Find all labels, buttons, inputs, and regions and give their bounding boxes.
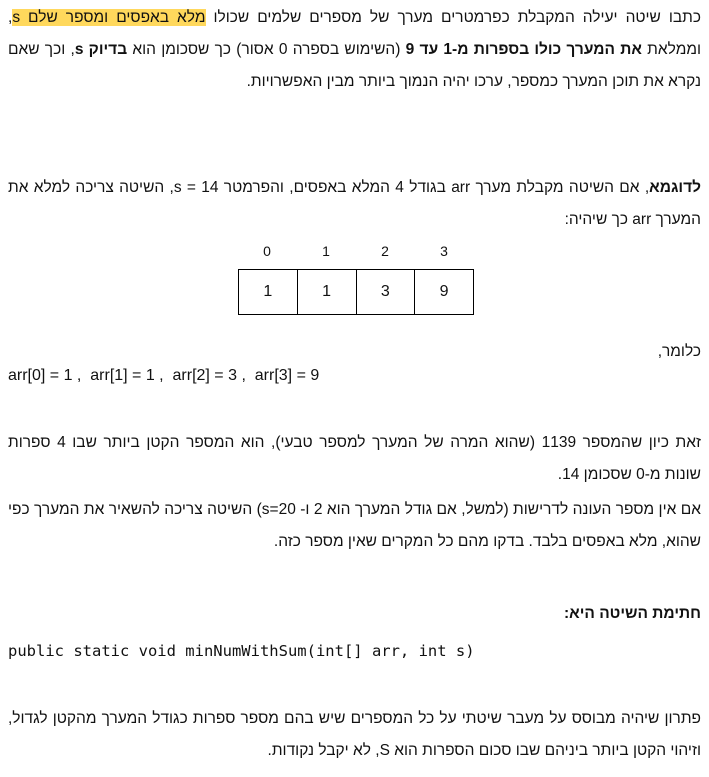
intro-paragraph: כתבו שיטה יעילה המקבלת כפרמטרים מערך של מספרים שלמים שכולו מלא באפסים ומספר שלם s, וממלאת את המערך כולו בספרות מ-1 עד 9 (השימוש בספרה 0 אסור) כך שסכומן הוא בדיוק s, וכך שאם נקרא את תוכן המערך כמספר, ערכו יהיה הנמוך ביותר מבין האפשרויות. [8, 9, 702, 90]
example-paragraph: לדוגמא, אם השיטה מקבלת מערך arr בגודל 4 המלא באפסים, והפרמטר s = 14, השיטה צריכה למלא את המערך arr כך שיהיה: [8, 179, 701, 228]
array-index: 0 [263, 243, 271, 259]
bold-phrase: את המערך כולו בספרות מ-1 עד 9 [405, 41, 642, 58]
array-cell: 1 [297, 270, 356, 314]
explanation-paragraph: זאת כיון שהמספר 1139 (שהוא המרה של המערך למספר טבעי), הוא המספר הקטן ביותר שבו 4 ספרות שונות מ-0 שסכומן 14. [8, 434, 702, 483]
array-values-line: arr[0] = 1 , arr[1] = 1 , arr[2] = 3 , arr[3] = 9 [8, 367, 320, 384]
meaning-label: כלומר, [657, 343, 701, 360]
method-signature-code: public static void minNumWithSum(int[] arr, int s) [8, 642, 475, 660]
array-index: 3 [440, 243, 448, 259]
example-label: לדוגמא [649, 179, 701, 196]
array-index: 1 [322, 243, 330, 259]
array-diagram [238, 269, 474, 315]
no-solution-paragraph: אם אין מספר העונה לדרישות (למשל, אם גודל המערך הוא 2 ו- s=20) השיטה צריכה להשאיר את המערך כפי שהוא, מלא באפסים בלבד. בדקו מהם כל המקרים שאין מספר כזה. [8, 501, 701, 550]
array-index: 2 [381, 243, 389, 259]
array-cell: 3 [356, 270, 415, 314]
array-cell: 1 [263, 283, 273, 300]
signature-label: חתימת השיטה היא: [564, 605, 701, 622]
array-cell: 9 [414, 270, 473, 314]
solution-note-paragraph: פתרון שיהיה מבוסס על מעבר שיטתי על כל המספרים שיש בהם מספר ספרות כגודל המערך מהקטן לגדול, וזיהוי הקטן ביותר ביניהם שבו סכום הספרות הוא S, לא יקבל נקודות. [8, 710, 701, 759]
array-index-row [238, 240, 474, 262]
highlighted-phrase: מלא באפסים ומספר שלם s [12, 9, 206, 26]
bold-phrase: בדיוק s [74, 41, 128, 58]
